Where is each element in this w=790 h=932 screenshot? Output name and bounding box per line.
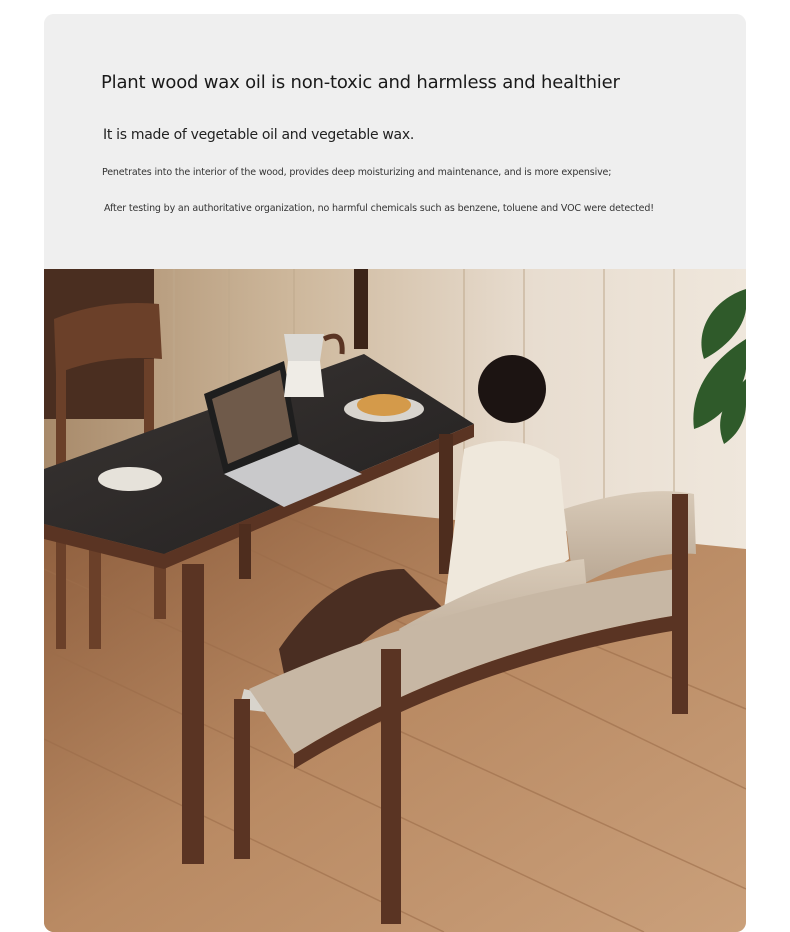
feature-headline: Plant wood wax oil is non-toxic and harmless and healthier [101,72,620,93]
saucer [98,467,162,491]
feature-text-panel [44,14,746,269]
product-card [44,14,746,932]
feature-subline: It is made of vegetable oil and vegetable wax. [103,127,414,143]
bench-leg [381,649,401,924]
dining-room-photo [44,269,746,932]
feature-detail-moisturizing: Penetrates into the interior of the wood, provides deep moisturizing and maintenance, and is more expensive; [102,167,612,178]
table-leg [182,564,204,864]
feature-detail-testing: After testing by an authoritative organization, no harmful chemicals such as benzene, toluene and VOC were detected! [104,203,654,214]
